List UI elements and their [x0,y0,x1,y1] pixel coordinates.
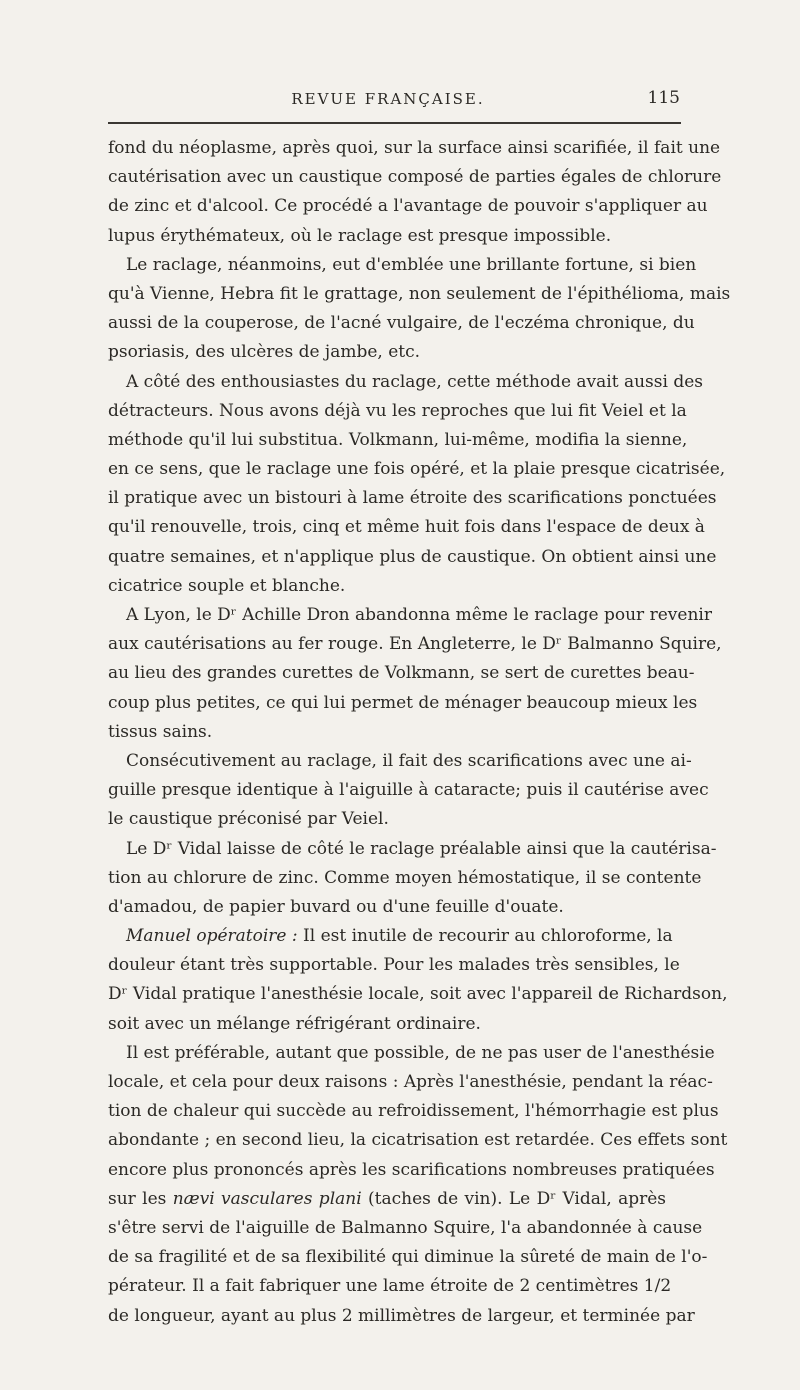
text-line: psoriasis, des ulcères de jambe, etc. [108,342,421,363]
running-head [96,86,680,116]
page-number: 115 [647,88,680,108]
header-rule [108,122,681,124]
naevi-term: nævi vasculares plani [172,1188,362,1209]
running-title: REVUE FRANÇAISE. [291,90,485,108]
text-line: douleur étant très supportable. Pour les malades très sensibles, le [108,955,680,976]
text-fragment: sur les [108,1188,167,1209]
text-line: lupus érythémateux, où le raclage est presque impossible. [108,225,612,246]
text-fragment: (taches de vin). Le Dʳ Vidal, après [368,1188,666,1209]
text-fragment: Il est inutile de recourir au chloroforme, la [303,926,673,947]
text-line: pérateur. Il a fait fabriquer une lame étroite de 2 centimètres 1/2 [108,1276,672,1297]
text-line: Le Dʳ Vidal laisse de côté le raclage préalable ainsi que la cautérisa- [126,838,717,859]
text-line: A Lyon, le Dʳ Achille Dron abandonna même le raclage pour revenir [126,605,712,625]
text-line: en ce sens, que le raclage une fois opéré, et la plaie presque cicatrisée, [108,459,726,480]
text-line: cautérisation avec un caustique composé de parties égales de chlorure [108,167,722,188]
text-line: aux cautérisations au fer rouge. En Angleterre, le Dʳ Balmanno Squire, [108,634,722,655]
text-line [108,922,673,951]
text-line: locale, et cela pour deux raisons : Après l'anesthésie, pendant la réac- [108,1072,713,1092]
text-line: tissus sains. [108,721,213,742]
text-line: Dʳ Vidal pratique l'anesthésie locale, soit avec l'appareil de Richardson, [108,984,728,1005]
text-line: aussi de la couperose, de l'acné vulgaire, de l'eczéma chronique, du [108,313,695,334]
text-line: d'amadou, de papier buvard ou d'une feuille d'ouate. [108,896,564,917]
text-line: détracteurs. Nous avons déjà vu les reproches que lui fit Veiel et la [108,400,687,421]
text-line: encore plus prononcés après les scarifications nombreuses pratiquées [108,1159,715,1180]
text-line: Il est préférable, autant que possible, de ne pas user de l'anesthésie [126,1042,715,1063]
body-text [108,134,731,1331]
text-line: A côté des enthousiastes du raclage, cette méthode avait aussi des [126,371,703,392]
text-line: de longueur, ayant au plus 2 millimètres de largeur, et terminée par [108,1305,695,1326]
text-line: coup plus petites, ce qui lui permet de ménager beaucoup mieux les [108,692,698,713]
text-line: tion au chlorure de zinc. Comme moyen hémostatique, il se contente [108,867,702,888]
text-line: Le raclage, néanmoins, eut d'emblée une brillante fortune, si bien [126,254,697,275]
text-line: qu'il renouvelle, trois, cinq et même huit fois dans l'espace de deux à [108,517,705,538]
text-line: guille presque identique à l'aiguille à cataracte; puis il cautérise avec [108,780,709,801]
text-line: cicatrice souple et blanche. [108,575,346,596]
text-line: de zinc et d'alcool. Ce procédé a l'avantage de pouvoir s'appliquer au [108,196,708,217]
manuel-operatoire-heading: Manuel opératoire : [126,926,298,947]
text-line: méthode qu'il lui substitua. Volkmann, lui-même, modifia la sienne, [108,429,688,450]
text-line: au lieu des grandes curettes de Volkmann, se sert de curettes beau- [108,663,695,684]
text-line: s'être servi de l'aiguille de Balmanno Squire, l'a abandonnée à cause [108,1217,703,1238]
text-line: le caustique préconisé par Veiel. [108,809,389,830]
text-line: quatre semaines, et n'applique plus de caustique. On obtient ainsi une [108,546,717,567]
text-line: abondante ; en second lieu, la cicatrisation est retardée. Ces effets sont [108,1130,728,1151]
text-line: Consécutivement au raclage, il fait des scarifications avec une ai- [126,750,692,771]
text-line: soit avec un mélange réfrigérant ordinaire. [108,1013,481,1034]
text-line: tion de chaleur qui succède au refroidissement, l'hémorrhagie est plus [108,1101,719,1122]
text-line: il pratique avec un bistouri à lame étroite des scarifications ponctuées [108,488,717,509]
text-line: de sa fragilité et de sa flexibilité qui diminue la sûreté de main de l'o- [108,1247,708,1268]
text-line: qu'à Vienne, Hebra fit le grattage, non seulement de l'épithélioma, mais [108,283,731,304]
text-line [108,1185,666,1214]
text-line: fond du néoplasme, après quoi, sur la surface ainsi scarifiée, il fait une [108,138,721,158]
